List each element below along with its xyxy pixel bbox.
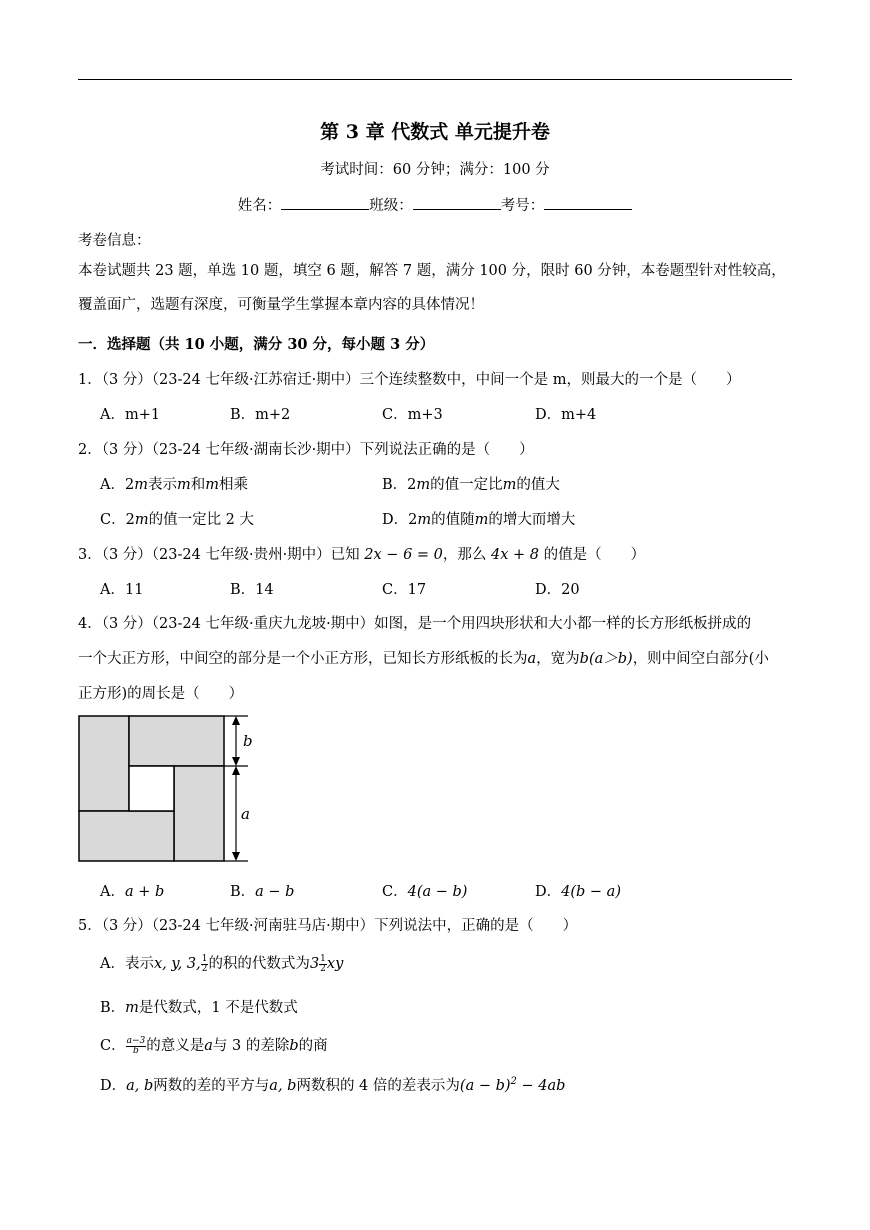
q2-option-d[interactable]: D．2m的值随m的增大而增大 xyxy=(382,512,576,528)
figure-rect-top-right xyxy=(129,716,224,766)
q3-option-d[interactable]: D．20 xyxy=(535,582,580,598)
header-rule xyxy=(78,79,792,80)
q2-option-c[interactable]: C．2m的值一定比 2 大 xyxy=(100,512,255,528)
rectangle-square-figure xyxy=(76,712,256,866)
q4-option-d[interactable]: D．4(b − a) xyxy=(535,884,621,900)
q5-option-b[interactable]: B．m是代数式，1 不是代数式 xyxy=(100,1000,298,1016)
page-title: 第 3 章 代数式 单元提升卷 xyxy=(320,121,550,143)
question-1-stem: 1．（3 分）（23-24 七年级·江苏宿迁·期中）三个连续整数中，中间一个是 m，则最大的一个是（ ） xyxy=(78,372,741,388)
name-label: 姓名： xyxy=(237,198,282,214)
q4-option-c[interactable]: C．4(a − b) xyxy=(382,884,468,900)
q1-option-d[interactable]: D．m+4 xyxy=(535,407,597,423)
q5-option-a[interactable]: A．表示x, y, 3, $\frac{1}{2}$ 的积的代数式为3 $\frac{1}{2}$ xy xyxy=(100,953,344,974)
q2-option-a[interactable]: A．2m表示m和m相乘 xyxy=(100,477,248,493)
number-label: 考号： xyxy=(500,198,545,214)
figure-label-a: a xyxy=(241,805,250,823)
figure-center-square xyxy=(129,766,174,811)
student-info-line xyxy=(0,194,870,215)
q2-option-b[interactable]: B．2m的值一定比m的值大 xyxy=(382,477,560,493)
intro-text: 本卷试题共 23 题，单选 10 题，填空 6 题，解答 7 题，满分 100 分，限时 60 分钟，本卷题型针对性较高，覆盖面广，选题有深度，可衡量学生掌握本章内容的具体情况！ xyxy=(78,263,786,313)
q3-option-a[interactable]: A．11 xyxy=(100,582,144,598)
section-heading: 一．选择题（共 10 小题，满分 30 分，每小题 3 分） xyxy=(78,336,435,353)
question-2-stem: 2．（3 分）（23-24 七年级·湖南长沙·期中）下列说法正确的是（ ） xyxy=(78,442,534,458)
figure-rect-right-bottom xyxy=(174,766,224,861)
q1-option-c[interactable]: C．m+3 xyxy=(382,407,443,423)
exam-info: 考试时间：60 分钟；满分：100 分 xyxy=(320,162,550,178)
name-blank[interactable] xyxy=(281,196,369,210)
q5-option-d[interactable]: D．a, b两数的差的平方与a, b两数积的 4 倍的差表示为$(a - b)^2 - 4ab$ xyxy=(100,1076,566,1094)
q4-option-a[interactable]: A．a + b xyxy=(100,884,165,900)
question-4-line-3: 正方形)的周长是（ ） xyxy=(78,686,244,702)
q4-option-b[interactable]: B．a − b xyxy=(230,884,295,900)
number-blank[interactable] xyxy=(544,196,632,210)
class-blank[interactable] xyxy=(413,196,501,210)
question-4-line-2: 一个大正方形，中间空的部分是一个小正方形，已知长方形纸板的长为a，宽为b(a＞b)，则中间空白部分(小 xyxy=(78,651,769,667)
question-4-line-1: 4．（3 分）（23-24 七年级·重庆九龙坡·期中）如图，是一个用四块形状和大小都一样的长方形纸板拼成的 xyxy=(78,616,752,632)
figure-label-b: b xyxy=(243,732,253,750)
intro-heading: 考卷信息： xyxy=(78,233,151,249)
figure-rect-bottom-left xyxy=(79,811,174,861)
q1-option-a[interactable]: A．m+1 xyxy=(100,407,161,423)
q3-option-b[interactable]: B．14 xyxy=(230,582,274,598)
q5-option-c[interactable]: C． $\frac{a-3}{b}$ 的意义是a与 3 的差除b的商 xyxy=(100,1035,328,1056)
q1-option-b[interactable]: B．m+2 xyxy=(230,407,291,423)
question-3-stem: 3．（3 分）（23-24 七年级·贵州·期中）已知 2x − 6 = 0，那么 4x + 8 的值是（ ） xyxy=(78,547,646,563)
question-5-stem: 5．（3 分）（23-24 七年级·河南驻马店·期中）下列说法中，正确的是（ ） xyxy=(78,918,578,934)
q3-option-c[interactable]: C．17 xyxy=(382,582,427,598)
figure-rect-left-top xyxy=(79,716,129,811)
class-label: 班级： xyxy=(369,198,413,214)
